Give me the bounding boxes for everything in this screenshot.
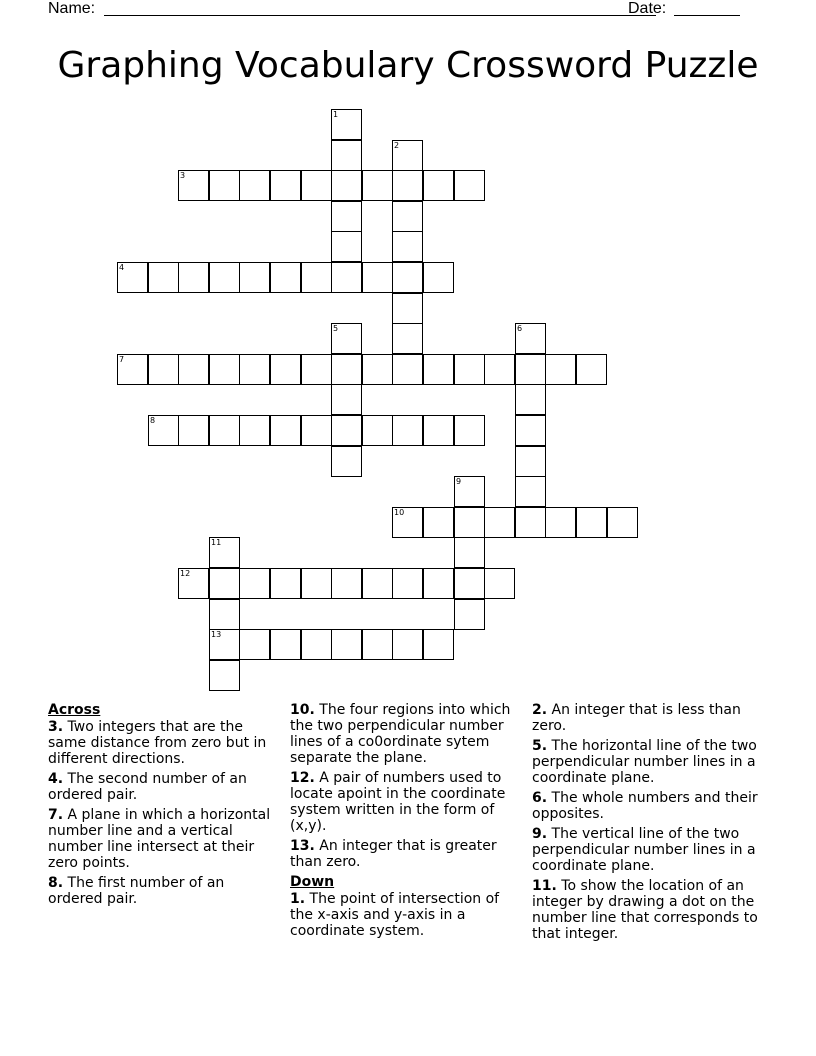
clue-down-1: 1. The point of intersection of the x-axis and y-axis in a coordinate system.	[290, 891, 500, 939]
crossword-cell[interactable]	[209, 599, 240, 630]
clue-number: 8	[150, 416, 156, 425]
crossword-cell[interactable]	[331, 323, 362, 354]
crossword-cell[interactable]	[270, 170, 301, 201]
name-label: Name:	[48, 0, 96, 17]
crossword-cell[interactable]	[178, 354, 209, 385]
crossword-cell[interactable]	[392, 201, 423, 232]
clues-column-3	[532, 702, 767, 946]
crossword-cell[interactable]	[239, 170, 270, 201]
crossword-cell[interactable]	[331, 201, 362, 232]
crossword-cell[interactable]	[301, 170, 332, 201]
crossword-cell[interactable]	[484, 507, 515, 538]
clue-number: 6	[517, 324, 523, 333]
clue-number: 10	[394, 508, 405, 517]
crossword-cell[interactable]	[117, 354, 148, 385]
crossword-cell[interactable]	[331, 231, 362, 262]
crossword-cell[interactable]	[392, 629, 423, 660]
crossword-cell[interactable]	[423, 170, 454, 201]
crossword-cell[interactable]	[392, 507, 423, 538]
clue-across-10: 10. The four regions into which the two perpendicular number lines of a co0ordinate sytem separate the plane.	[290, 702, 511, 766]
crossword-cell[interactable]	[178, 170, 209, 201]
crossword-cell[interactable]	[148, 354, 179, 385]
crossword-cell[interactable]	[178, 262, 209, 293]
clue-across-12: 12. A pair of numbers used to locate apoint in the coordinate system written in the form of (x,y).	[290, 770, 506, 834]
crossword-cell[interactable]	[392, 415, 423, 446]
crossword-cell[interactable]	[178, 415, 209, 446]
crossword-cell[interactable]	[331, 568, 362, 599]
crossword-cell[interactable]	[209, 537, 240, 568]
crossword-cell[interactable]	[484, 568, 515, 599]
clue-number: 7	[119, 355, 125, 364]
crossword-cell[interactable]	[270, 629, 301, 660]
crossword-cell[interactable]	[270, 568, 301, 599]
crossword-cell[interactable]	[576, 354, 607, 385]
crossword-cell[interactable]	[209, 170, 240, 201]
clue-down-5: 5. The horizontal line of the two perpendicular number lines in a coordinate plane.	[532, 738, 757, 786]
crossword-cell[interactable]	[209, 262, 240, 293]
clue-down-11: 11. To show the location of an integer by drawing a dot on the number line that corresponds to that integer.	[532, 878, 758, 942]
crossword-cell[interactable]	[392, 231, 423, 262]
crossword-cell[interactable]	[209, 629, 240, 660]
clue-across-13: 13. An integer that is greater than zero.	[290, 838, 497, 870]
crossword-cell[interactable]	[301, 629, 332, 660]
clue-number: 3	[180, 171, 186, 180]
clue-number: 4	[119, 263, 125, 272]
crossword-cell[interactable]	[423, 568, 454, 599]
crossword-cell[interactable]	[576, 507, 607, 538]
crossword-cell[interactable]	[515, 384, 546, 415]
crossword-cell[interactable]	[331, 140, 362, 171]
clue-number: 1	[333, 110, 339, 119]
crossword-cell[interactable]	[362, 629, 393, 660]
clues-column-2	[290, 702, 525, 943]
crossword-cell[interactable]	[331, 109, 362, 140]
clue-number: 11	[211, 538, 222, 547]
crossword-cell[interactable]	[545, 354, 576, 385]
crossword-cell[interactable]	[362, 262, 393, 293]
clue-number: 9	[456, 477, 462, 486]
clues-section	[48, 702, 778, 962]
crossword-cell[interactable]	[209, 415, 240, 446]
crossword-cell[interactable]	[148, 262, 179, 293]
clue-down-6: 6. The whole numbers and their opposites.	[532, 790, 758, 822]
crossword-cell[interactable]	[454, 568, 485, 599]
crossword-cell[interactable]	[454, 599, 485, 630]
crossword-cell[interactable]	[392, 354, 423, 385]
crossword-cell[interactable]	[423, 354, 454, 385]
clues-column-1	[48, 702, 283, 911]
crossword-cell[interactable]	[515, 323, 546, 354]
crossword-cell[interactable]	[392, 293, 423, 324]
crossword-cell[interactable]	[607, 507, 638, 538]
crossword-cell[interactable]	[362, 170, 393, 201]
crossword-cell[interactable]	[239, 415, 270, 446]
crossword-cell[interactable]	[148, 415, 179, 446]
crossword-cell[interactable]	[484, 354, 515, 385]
crossword-cell[interactable]	[362, 415, 393, 446]
crossword-cell[interactable]	[392, 170, 423, 201]
crossword-cell[interactable]	[545, 507, 576, 538]
date-label: Date:	[628, 0, 667, 17]
crossword-cell[interactable]	[454, 507, 485, 538]
clue-number: 5	[333, 324, 339, 333]
crossword-cell[interactable]	[178, 568, 209, 599]
crossword-cell[interactable]	[239, 262, 270, 293]
crossword-cell[interactable]	[331, 170, 362, 201]
crossword-cell[interactable]	[239, 568, 270, 599]
crossword-cell[interactable]	[331, 415, 362, 446]
crossword-cell[interactable]	[239, 354, 270, 385]
clue-across-7: 7. A plane in which a horizontal number line and a vertical number line intersect at their zero points.	[48, 807, 271, 871]
across-heading: Across	[48, 702, 101, 718]
crossword-cell[interactable]	[454, 415, 485, 446]
clue-across-3: 3. Two integers that are the same distance from zero but in different directions.	[48, 719, 267, 767]
crossword-cell[interactable]	[423, 262, 454, 293]
crossword-cell[interactable]	[423, 629, 454, 660]
clue-down-9: 9. The vertical line of the two perpendicular number lines in a coordinate plane.	[532, 826, 756, 874]
crossword-cell[interactable]	[301, 354, 332, 385]
crossword-cell[interactable]	[239, 629, 270, 660]
crossword-cell[interactable]	[301, 568, 332, 599]
crossword-cell[interactable]	[423, 507, 454, 538]
clue-number: 13	[211, 630, 222, 639]
clue-number: 2	[394, 141, 400, 150]
crossword-cell[interactable]	[209, 568, 240, 599]
crossword-cell[interactable]	[515, 507, 546, 538]
clue-across-4: 4. The second number of an ordered pair.	[48, 771, 247, 803]
crossword-cell[interactable]	[454, 354, 485, 385]
down-heading: Down	[290, 874, 335, 890]
crossword-cell[interactable]	[392, 140, 423, 171]
crossword-cell[interactable]	[117, 262, 148, 293]
crossword-cell[interactable]	[392, 262, 423, 293]
crossword-cell[interactable]	[392, 323, 423, 354]
clue-number: 12	[180, 569, 191, 578]
crossword-cell[interactable]	[515, 354, 546, 385]
crossword-cell[interactable]	[423, 415, 454, 446]
crossword-cell[interactable]	[331, 384, 362, 415]
crossword-cell[interactable]	[270, 262, 301, 293]
page-title: Graphing Vocabulary Crossword Puzzle	[57, 45, 759, 86]
crossword-cell[interactable]	[209, 660, 240, 691]
crossword-cell[interactable]	[301, 415, 332, 446]
crossword-cell[interactable]	[331, 354, 362, 385]
crossword-cell[interactable]	[301, 262, 332, 293]
crossword-cell[interactable]	[454, 476, 485, 507]
clue-down-2: 2. An integer that is less than zero.	[532, 702, 741, 734]
crossword-cell[interactable]	[454, 537, 485, 568]
crossword-cell[interactable]	[392, 568, 423, 599]
clue-across-8: 8. The first number of an ordered pair.	[48, 875, 225, 907]
crossword-cell[interactable]	[270, 415, 301, 446]
crossword-cell[interactable]	[515, 446, 546, 477]
crossword-cell[interactable]	[454, 170, 485, 201]
crossword-cell[interactable]	[362, 568, 393, 599]
crossword-cell[interactable]	[209, 354, 240, 385]
crossword-cell[interactable]	[362, 354, 393, 385]
crossword-cell[interactable]	[331, 446, 362, 477]
crossword-cell[interactable]	[331, 262, 362, 293]
crossword-cell[interactable]	[515, 476, 546, 507]
crossword-cell[interactable]	[331, 629, 362, 660]
crossword-cell[interactable]	[270, 354, 301, 385]
crossword-cell[interactable]	[515, 415, 546, 446]
